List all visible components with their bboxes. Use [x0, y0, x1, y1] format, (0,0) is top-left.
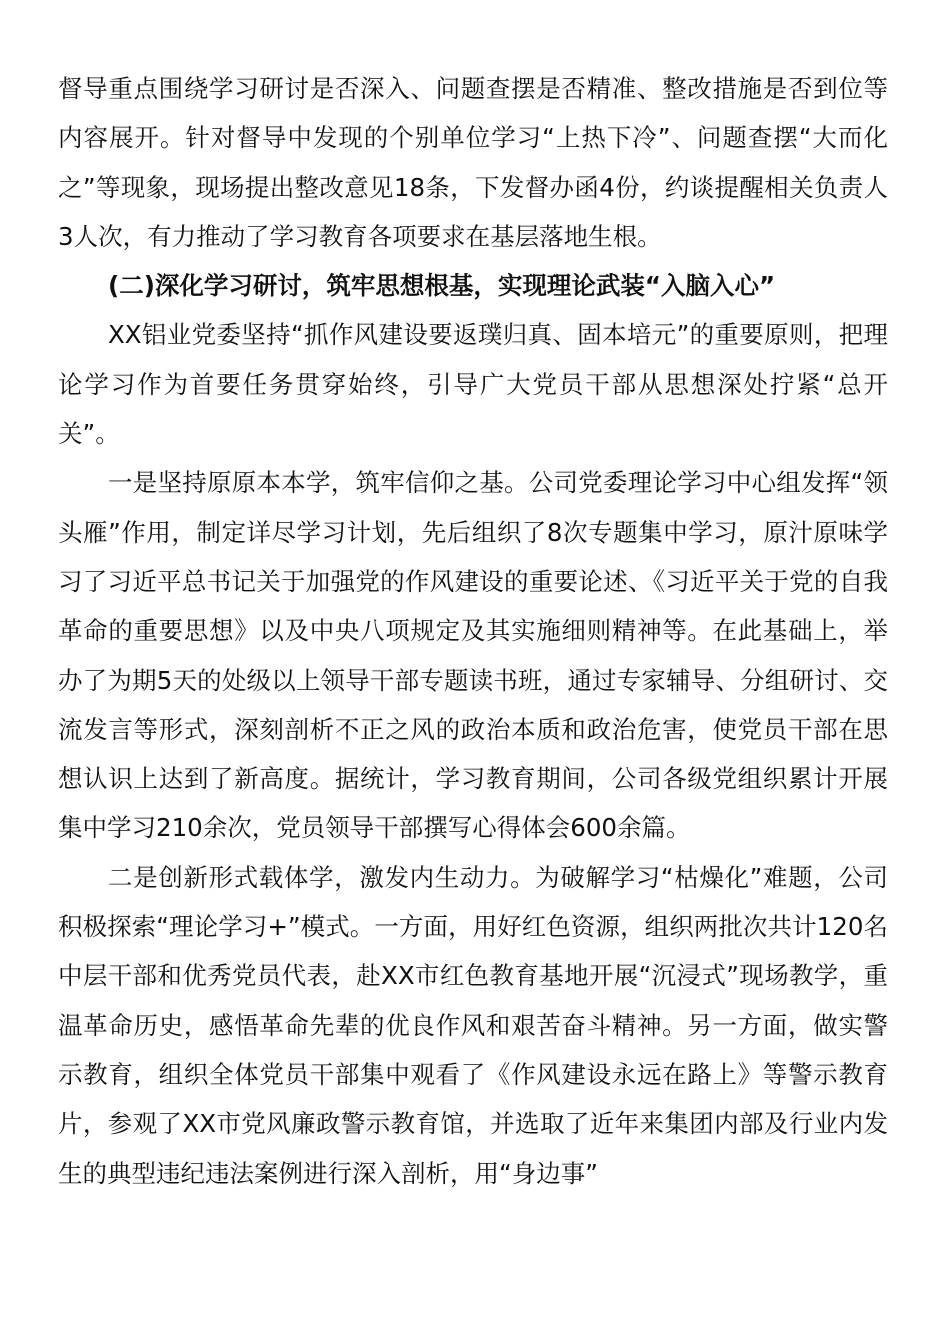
paragraph-party-committee-principle: XX铝业党委坚持“抓作风建设要返璞归真、固本培元”的重要原则，把理论学习作为首要任务贯穿始终，引导广大党员干部从思想深处拧紧“总开关”。 [58, 320, 888, 449]
section-heading-deepen-study: (二)深化学习研讨，筑牢思想根基，实现理论武装“入脑入心” [108, 271, 776, 301]
document-body [58, 64, 888, 1198]
paragraph-original-study: 一是坚持原原本本学，筑牢信仰之基。公司党委理论学习中心组发挥“领头雁”作用，制定详尽学习计划，先后组织了8次专题集中学习，原汁原味学习了习近平总书记关于加强党的作风建设的重要论述、《习近平关于党的自我革命的重要思想》以及中央八项规定及其实施细则精神等。在此基础上，举办了为期5天的处级以上领导干部专题读书班，通过专家辅导、分组研讨、交流发言等形式，深刻剖析不正之风的政治本质和政治危害，使党员干部在思想认识上达到了新高度。据统计，学习教育期间，公司各级党组织累计开展集中学习210余次，党员领导干部撰写心得体会600余篇。 [58, 468, 888, 843]
paragraph-supervision-focus: 督导重点围绕学习研讨是否深入、问题查摆是否精准、整改措施是否到位等内容展开。针对督导中发现的个别单位学习“上热下冷”、问题查摆“大而化之”等现象，现场提出整改意见18条，下发督办函4份，约谈提醒相关负责人3人次，有力推动了学习教育各项要求在基层落地生根。 [58, 74, 888, 251]
paragraph-innovative-study: 二是创新形式载体学，激发内生动力。为破解学习“枯燥化”难题，公司积极探索“理论学习+”模式。一方面，用好红色资源，组织两批次共计120名中层干部和优秀党员代表，赴XX市红色教育基地开展“沉浸式”现场教学，重温革命历史，感悟革命先辈的优良作风和艰苦奋斗精神。另一方面，做实警示教育，组织全体党员干部集中观看了《作风建设永远在路上》等警示教育片，参观了XX市党风廉政警示教育馆，并选取了近年来集团内部及行业内发生的典型违纪违法案例进行深入剖析，用“身边事” [58, 862, 888, 1188]
